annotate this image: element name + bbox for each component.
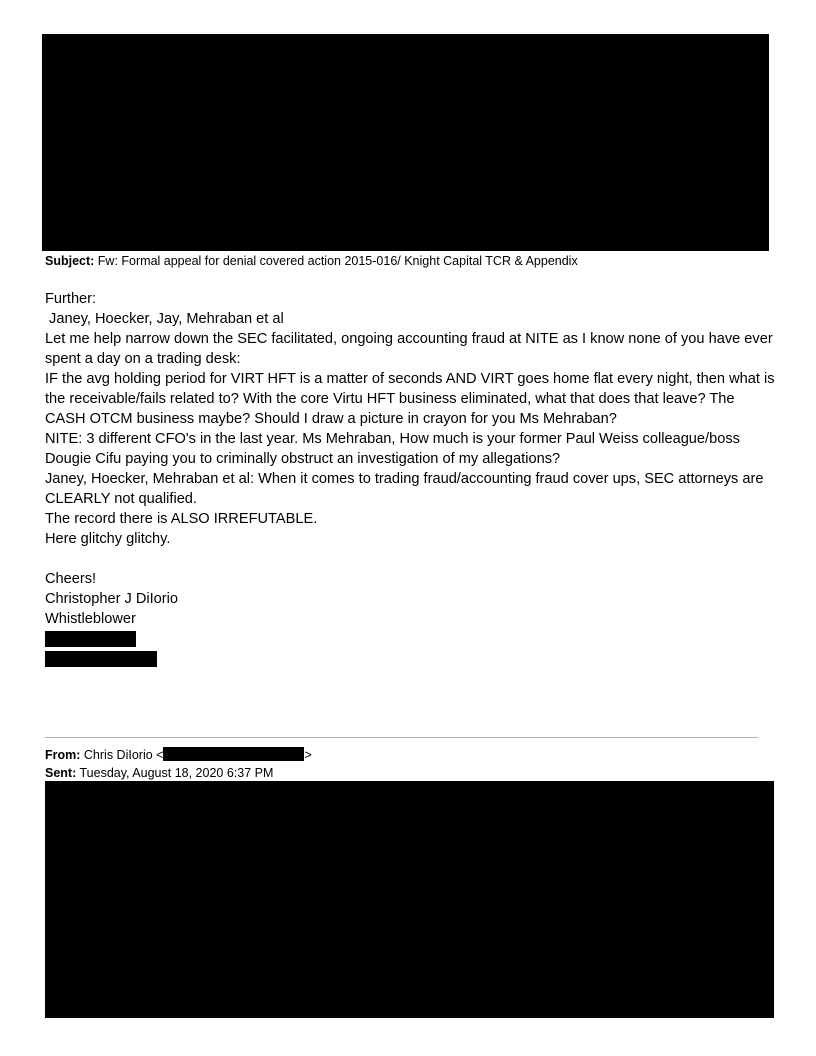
signature-name: Christopher J DiIorio bbox=[45, 591, 179, 607]
subject-label: Subject: bbox=[45, 254, 95, 268]
redaction-signature-line-2 bbox=[45, 651, 157, 667]
from-close: > bbox=[304, 748, 312, 762]
message-divider bbox=[45, 737, 758, 738]
redaction-email-address bbox=[163, 747, 304, 761]
body-line: The record there is ALSO IRREFUTABLE. bbox=[45, 511, 318, 527]
signoff: Cheers! bbox=[45, 571, 97, 587]
body-line: NITE: 3 different CFO's in the last year. Ms Mehraban, How much is your former Paul Weiss colleague/boss Dougie Cifu paying you to criminally obstruct an investigation of my allegations? bbox=[45, 431, 740, 467]
body-line: IF the avg holding period for VIRT HFT is a matter of seconds AND VIRT goes home flat every night, then what is the receivable/fails related to? With the core Virtu HFT business eliminated, what that does that leave? The CASH OTCM business maybe? Should I draw a picture in crayon for you Ms Mehraban? bbox=[45, 371, 775, 427]
redaction-block-bottom bbox=[45, 781, 774, 1018]
email-body bbox=[45, 289, 775, 629]
body-line: Here glitchy glitchy. bbox=[45, 531, 171, 547]
redaction-block-top bbox=[42, 34, 769, 251]
body-line: Janey, Hoecker, Jay, Mehraban et al bbox=[45, 311, 284, 327]
from-name: Chris DiIorio < bbox=[83, 748, 164, 762]
from-label: From: bbox=[45, 748, 81, 762]
body-line: Further: bbox=[45, 291, 97, 307]
sent-line bbox=[45, 765, 273, 781]
signature-title: Whistleblower bbox=[45, 611, 136, 627]
body-line: Janey, Hoecker, Mehraban et al: When it comes to trading fraud/accounting fraud cover ups, SEC attorneys are CLEARLY not qualified. bbox=[45, 471, 764, 507]
from-line bbox=[45, 747, 312, 763]
sent-label: Sent: bbox=[45, 766, 77, 780]
subject-value: Fw: Formal appeal for denial covered action 2015-016/ Knight Capital TCR & Appendix bbox=[97, 254, 578, 268]
sent-value: Tuesday, August 18, 2020 6:37 PM bbox=[79, 766, 274, 780]
body-line: Let me help narrow down the SEC facilitated, ongoing accounting fraud at NITE as I know none of you have ever spent a day on a trading desk: bbox=[45, 331, 773, 367]
redaction-signature-line-1 bbox=[45, 631, 136, 647]
paragraph-spacer bbox=[45, 549, 775, 569]
subject-line bbox=[45, 253, 578, 269]
